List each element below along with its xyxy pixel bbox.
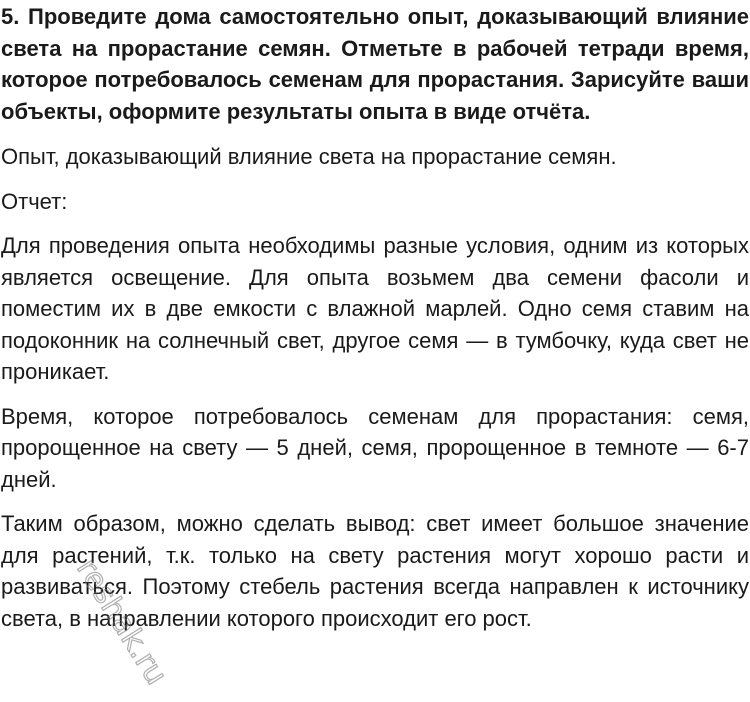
task-statement: 5. Проведите дома самостоятельно опыт, доказывающий влияние света на прорастание семян. Отметьте в рабочей тетради время, которое потребовалось семенам для прорастания. Зарисуйте ваши объекты, оформите результаты опыта в виде отчёта. [1, 4, 749, 124]
germination-time: Время, которое потребовалось семенам для прорастания: семя, пророщенное на свету — 5 дней, семя, пророщенное в темноте — 6-7 дней. [1, 403, 749, 492]
report-body: Для проведения опыта необходимы разные условия, одним из которых является освещение. Для опыта возьмем два семени фасоли и поместим их в две емкости с влажной марлей. Одно семя ставим на подоконник на солнечный свет, другое семя — в тумбочку, куда свет не проникает. [1, 233, 749, 384]
experiment-title: Опыт, доказывающий влияние света на прорастание семян. [1, 144, 617, 169]
conclusion: Таким образом, можно сделать вывод: свет имеет большое значение для растений, т.к. только на свету растения могут хорошо расти и развиваться. Поэтому стебель растения всегда направлен к источнику света, в направлении которого происходит его рост. [1, 511, 749, 631]
document-page [1, 0, 749, 634]
report-label: Отчет: [1, 188, 68, 214]
watermark-text: reshak.ru [69, 552, 174, 692]
